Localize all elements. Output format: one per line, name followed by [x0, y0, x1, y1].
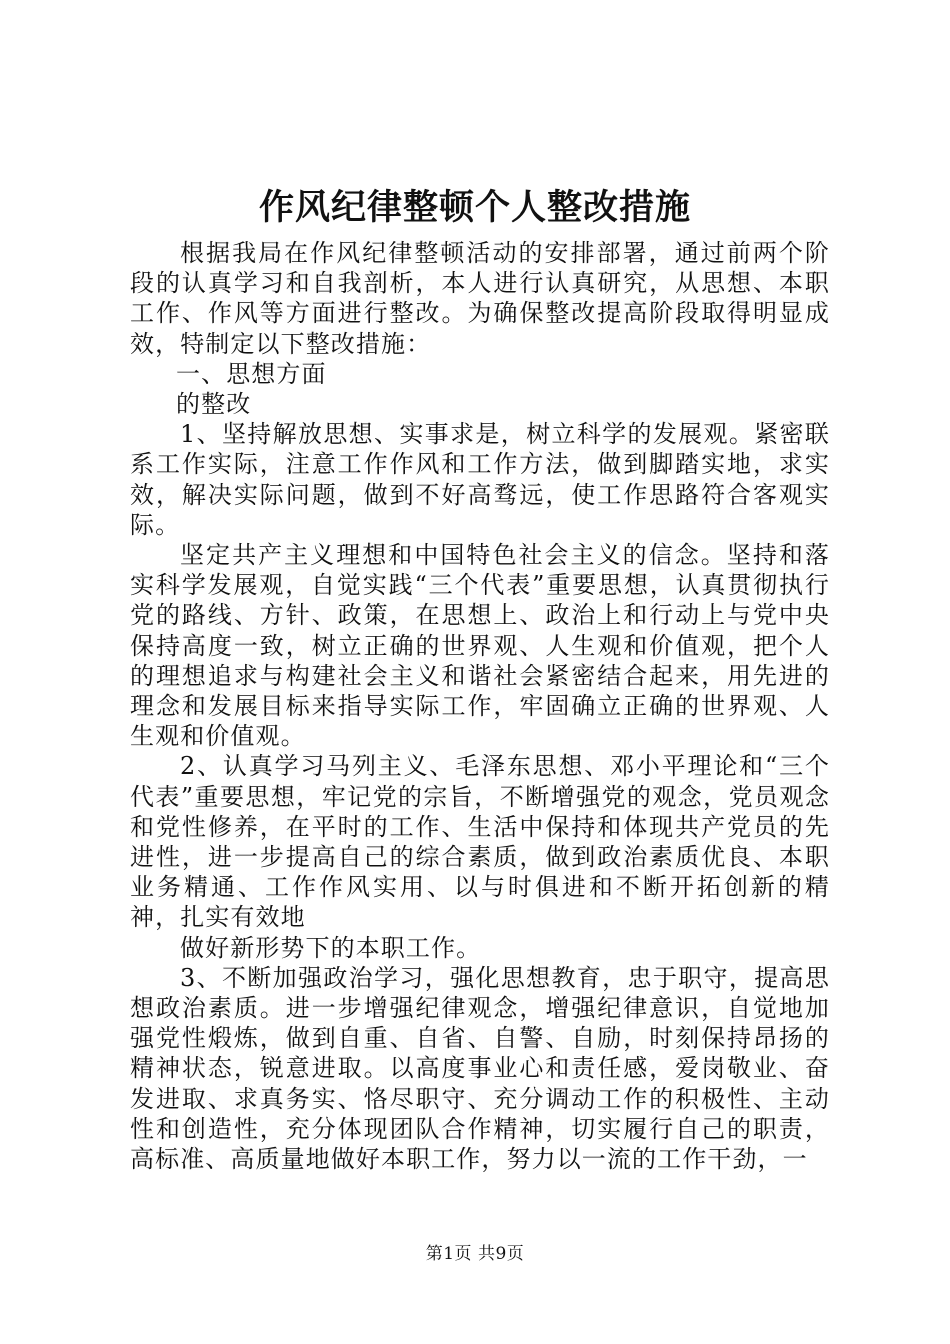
document-title: 作风纪律整顿个人整改措施 — [258, 187, 691, 228]
intro-paragraph: 根据我局在作风纪律整顿活动的安排部署，通过前两个阶段的认真学习和自我剖析，本人进行认真研究，从思想、本职工作、作风等方面进行整改。为确保整改提高阶段取得明显成效，特制定以下整改措施： — [130, 239, 830, 358]
paragraph-item-1: 1、坚持解放思想、实事求是，树立科学的发展观。紧密联系工作实际，注意工作作风和工作方法，做到脚踏实地，求实效，解决实际问题，做到不好高骛远，使工作思路符合客观实际。 — [130, 420, 830, 539]
paragraph-item-2-continuation: 做好新形势下的本职工作。 — [180, 933, 482, 962]
paragraph-beliefs: 坚定共产主义理想和中国特色社会主义的信念。坚持和落实科学发展观，自觉实践“三个代表”重要思想，认真贯彻执行党的路线、方针、政策，在思想上、政治上和行动上与党中央保持高度一致，树立正确的世界观、人生观和价值观，把个人的理想追求与构建社会主义和谐社会紧密结合起来，用先进的理念和发展目标来指导实际工作，牢固确立正确的世界观、人生观和价值观。 — [130, 541, 830, 751]
paragraph-item-2: 2、认真学习马列主义、毛泽东思想、邓小平理论和“三个代表”重要思想，牢记党的宗旨，不断增强党的观念，党员观念和党性修养，在平时的工作、生活中保持和体现共产党员的先进性，进一步提高自己的综合素质，做到政治素质优良、本职业务精通、工作作风实用、以与时俱进和不断开拓创新的精神，扎实有效地 — [130, 752, 830, 932]
page-number-footer: 第1页 共9页 — [425, 1244, 525, 1264]
paragraph-item-3: 3、不断加强政治学习，强化思想教育，忠于职守，提高思想政治素质。进一步增强纪律观念，增强纪律意识，自觉地加强党性煅炼，做到自重、自省、自警、自励，时刻保持昂扬的精神状态，锐意进取。以高度事业心和责任感，爱岗敬业、奋发进取、求真务实、恪尽职守、充分调动工作的积极性、主动性和创造性，充分体现团队合作精神，切实履行自己的职责，高标准、高质量地做好本职工作，努力以一流的工作干劲，一 — [130, 963, 830, 1174]
section-heading-continuation: 的整改 — [176, 390, 252, 419]
document-body — [130, 238, 830, 1174]
section-heading: 一、思想方面 — [176, 359, 327, 388]
